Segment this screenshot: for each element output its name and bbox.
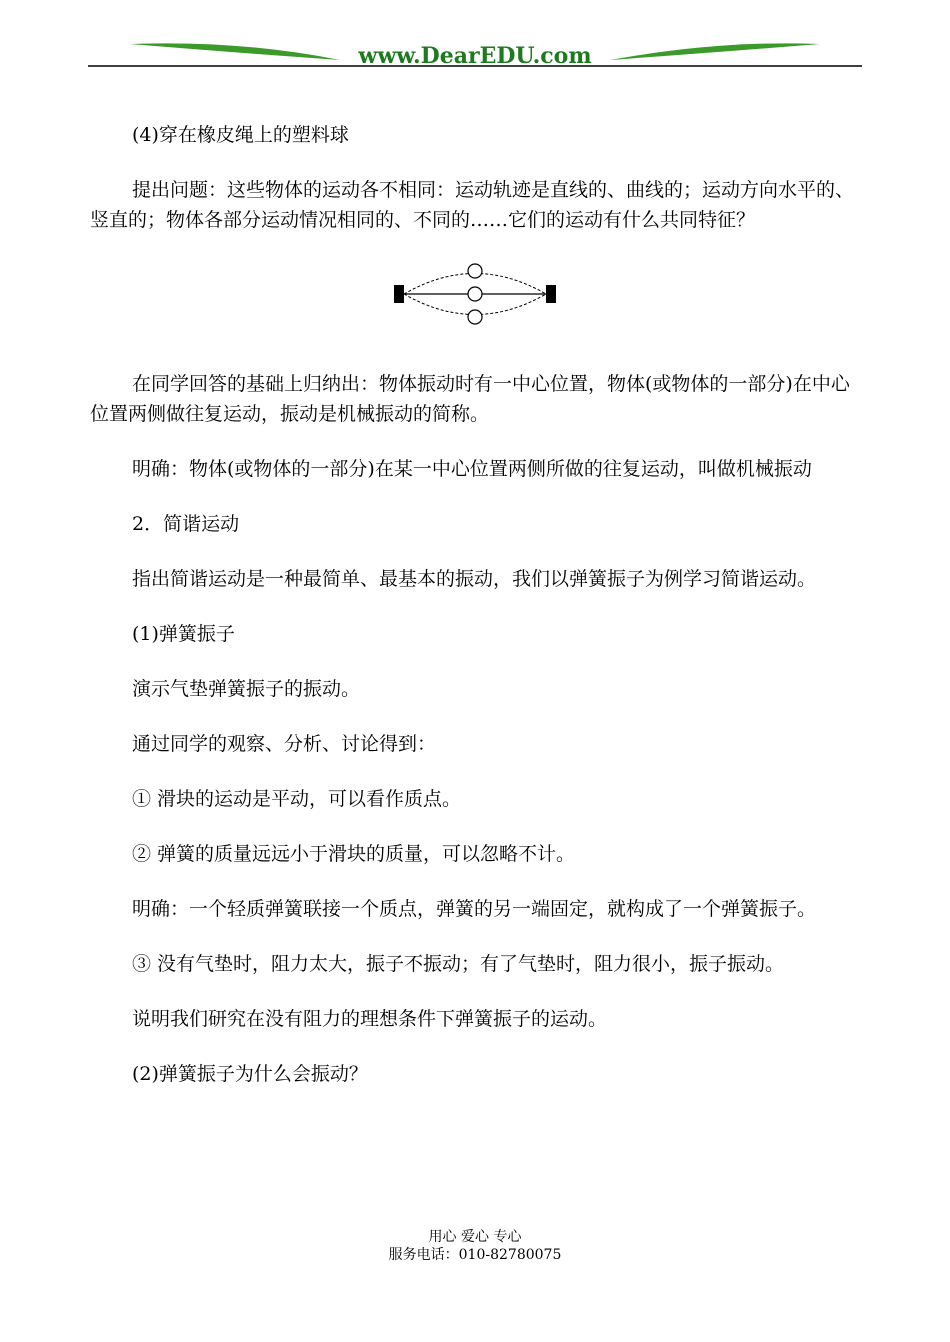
list-item-3: ③ 没有气垫时，阻力太大，振子不振动；有了气垫时，阻力很小，振子振动。 xyxy=(132,953,785,975)
subheading-spring-oscillator: (1)弹簧振子 xyxy=(132,623,235,645)
right-swoosh-icon xyxy=(610,43,820,60)
paragraph-discussion: 通过同学的观察、分析、讨论得到： xyxy=(132,733,437,755)
page-header xyxy=(0,0,950,80)
paragraph-question: 提出问题：这些物体的运动各不相同：运动轨迹是直线的、曲线的；运动方向水平的、竖直的；物体各部分运动情况相同的、不同的……它们的运动有什么共同特征？ xyxy=(90,179,855,231)
paragraph-definition: 明确：物体(或物体的一部分)在某一中心位置两侧所做的往复运动，叫做机械振动 xyxy=(132,458,812,480)
header-logo-banner xyxy=(0,0,950,80)
logo-text: www.DearEDU.com xyxy=(358,43,592,69)
paragraph-item-4: (4)穿在橡皮绳上的塑料球 xyxy=(132,124,349,146)
diagram-svg xyxy=(390,257,570,353)
left-fixed-end xyxy=(394,285,404,303)
paragraph-demo: 演示气垫弹簧振子的振动。 xyxy=(132,678,361,700)
list-item-2: ② 弹簧的质量远远小于滑块的质量，可以忽略不计。 xyxy=(132,843,576,865)
ball-top xyxy=(468,264,482,278)
ball-middle xyxy=(468,287,482,301)
list-item-1: ① 滑块的运动是平动，可以看作质点。 xyxy=(132,788,462,810)
right-fixed-end xyxy=(546,285,556,303)
page-footer xyxy=(0,1228,950,1264)
paragraph-ideal-condition: 说明我们研究在没有阻力的理想条件下弹簧振子的运动。 xyxy=(132,1008,608,1030)
footer-phone: 服务电话：010-82780075 xyxy=(388,1247,562,1263)
subheading-why-oscillate: (2)弹簧振子为什么会振动？ xyxy=(132,1063,368,1085)
ball-bottom xyxy=(468,310,482,324)
document-body xyxy=(90,118,865,1089)
paragraph-definition-oscillator: 明确：一个轻质弹簧联接一个质点，弹簧的另一端固定，就构成了一个弹簧振子。 xyxy=(132,898,817,920)
figure-rubber-band-balls xyxy=(90,257,865,353)
paragraph-intro-shm: 指出简谐运动是一种最简单、最基本的振动，我们以弹簧振子为例学习简谐运动。 xyxy=(132,568,817,590)
paragraph-summary: 在同学回答的基础上归纳出：物体振动时有一中心位置，物体(或物体的一部分)在中心位置两侧做往复运动，振动是机械振动的简称。 xyxy=(90,373,850,425)
section-heading-2: 2．简谐运动 xyxy=(132,513,240,535)
left-swoosh-icon xyxy=(130,43,340,60)
footer-slogan: 用心 爱心 专心 xyxy=(428,1229,522,1245)
